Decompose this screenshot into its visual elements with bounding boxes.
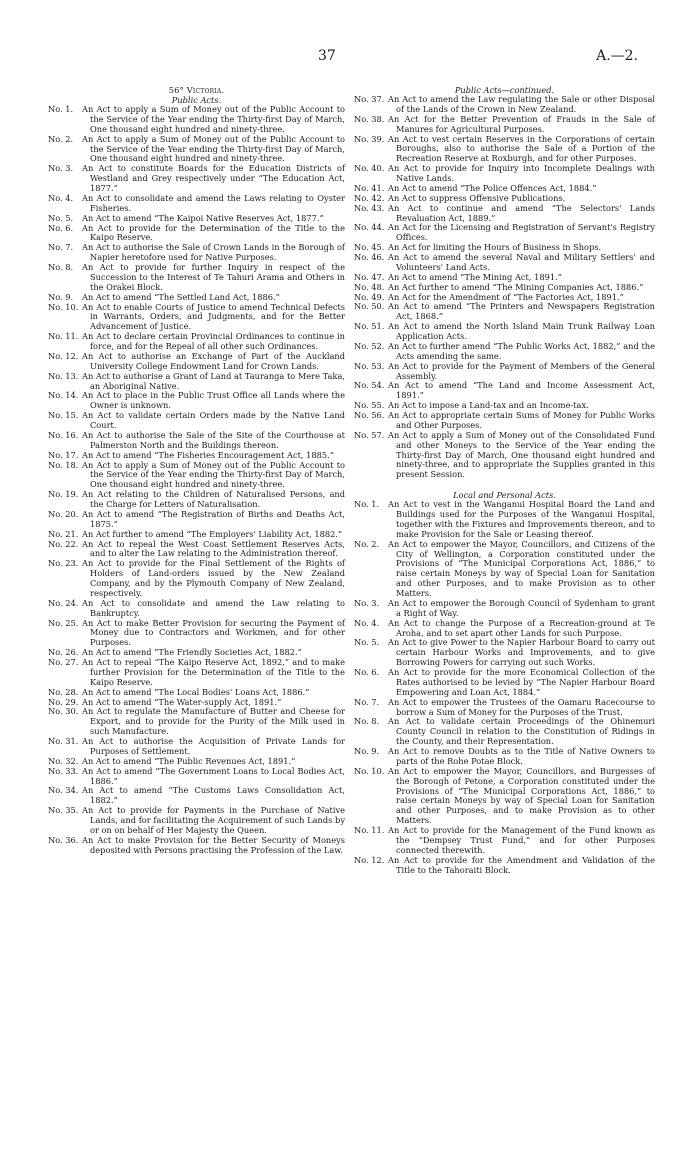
act-number: No. 57. (354, 429, 385, 440)
act-number: No. 21. (48, 528, 79, 539)
public-act-item (48, 540, 345, 560)
local-act-item (354, 540, 655, 599)
act-number: No. 22. (48, 538, 79, 549)
act-title: An Act to make Provision for the Better Security of Moneys deposited with Persons practising the Profession of the Law. (82, 834, 345, 855)
public-act-item (48, 767, 345, 787)
act-title: An Act to validate certain Proceedings of the Ohinemuri County Council in relation to the Constitution of Ridings in the County, and their Representation. (388, 716, 655, 747)
act-title: An Act to apply a Sum of Money out of the Public Account to the Service of the Year ending the Thirty-first Day of March, One thousand eight hundred and ninety-three. (82, 459, 345, 490)
public-acts-continued-title: Public Acts—continued. (454, 85, 555, 95)
act-title: An Act to amend “The Friendly Societies Act, 1882.” (82, 647, 302, 658)
public-act-item (48, 559, 345, 599)
public-act-item (354, 381, 655, 401)
act-title: An Act to empower the Trustees of the Oamaru Racecourse to borrow a Sum of Money for the Purposes of the Trust. (388, 696, 655, 717)
act-title: An Act to consolidate and amend the Laws relating to Oyster Fisheries. (82, 192, 345, 213)
local-act-item (354, 826, 655, 856)
local-acts-list (354, 500, 655, 875)
act-number: No. 25. (48, 617, 79, 628)
local-act-item (354, 668, 655, 698)
act-number: No. 28. (48, 686, 79, 697)
act-title: An Act to amend “The Registration of Births and Deaths Act, 1875.” (82, 508, 345, 529)
act-number: No. 5. (48, 212, 74, 223)
act-number: No. 11. (48, 331, 79, 342)
act-title: An Act to provide for Inquiry into Incomplete Dealings with Native Lands. (388, 163, 655, 183)
act-number: No. 6. (48, 222, 74, 233)
act-title: An Act to empower the Mayor, Councillors, and Burgesses of the Borough of Petone, a Corporation constituted under the Provisions of “The Municipal Corporations Act, 1886,” to raise certain Moneys by way of Special Loan for Sanitation and other Purposes, and to make Provision as to other Matters. (388, 765, 655, 826)
public-act-item (48, 737, 345, 757)
act-title: An Act to repeal the West Coast Settlement Reserves Acts, and to alter the Law relating to the Administration thereof. (82, 538, 345, 559)
act-number: No. 13. (48, 370, 79, 381)
act-number: No. 10. (48, 301, 79, 312)
act-number: No. 12. (48, 350, 79, 361)
act-title: An Act to authorise the Acquisition of Private Lands for Purposes of Settlement. (82, 736, 345, 756)
act-number: No. 44. (354, 222, 385, 233)
act-title: An Act to amend “The Settled Land Act, 1886.” (82, 291, 280, 302)
act-title: An Act to amend “The Customs Laws Consolidation Act, 1882.” (82, 785, 345, 806)
act-title: An Act to provide for further Inquiry in respect of the Succession to the Interest of Te Tahuri Arama and Others in the Orakei Block. (82, 262, 345, 292)
act-number: No. 5. (354, 637, 380, 648)
act-number: No. 16. (48, 429, 79, 440)
local-act-item (354, 619, 655, 639)
public-act-item (48, 786, 345, 806)
act-number: No. 50. (354, 301, 385, 312)
act-number: No. 2. (354, 538, 380, 549)
act-title: An Act for the Licensing and Registration of Servant's Registry Offices. (388, 222, 655, 243)
act-number: No. 54. (354, 380, 385, 391)
act-number: No. 37. (354, 94, 385, 104)
local-act-item (354, 599, 655, 619)
public-acts-list (48, 105, 345, 856)
act-number: No. 32. (48, 755, 79, 766)
public-act-item (48, 707, 345, 737)
public-act-item (48, 599, 345, 619)
act-title: An Act to amend “The Public Revenues Act, 1891.” (82, 755, 296, 766)
public-act-item (48, 391, 345, 411)
act-title: An Act to amend the North Island Main Trunk Railway Loan Application Acts. (388, 321, 655, 341)
act-title: An Act to provide for the Amendment and Validation of the Title to the Tahoraiti Block. (388, 854, 655, 875)
right-column (354, 85, 655, 875)
act-number: No. 30. (48, 706, 79, 717)
act-number: No. 49. (354, 291, 385, 302)
local-act-item (354, 500, 655, 540)
act-number: No. 53. (354, 360, 385, 371)
public-act-item (48, 164, 345, 194)
act-title: An Act to authorise the Sale of the Site of the Courthouse at Palmerston North and the Buildings thereon. (82, 429, 345, 450)
act-number: No. 24. (48, 597, 79, 608)
public-act-item (48, 243, 345, 263)
act-title: An Act to apply a Sum of Money out of the Public Account to the Service of the Year ending the Thirty-first Day of March, One thousand eight hundred and ninety-three. (82, 133, 345, 164)
act-title: An Act to validate certain Orders made by the Native Land Court. (82, 410, 345, 430)
act-number: No. 38. (354, 113, 385, 124)
public-act-item (354, 223, 655, 243)
act-title: An Act to provide for the more Economical Collection of the Rates authorised to be levied by “The Napier Harbour Board Empowering and Loan Act, 1884.” (388, 667, 655, 697)
act-title: An Act to provide for the Management of the Fund known as the “Dempsey Trust Fund,” and for other Purposes connected therewith. (388, 825, 655, 855)
public-act-item (48, 372, 345, 392)
act-number: No. 14. (48, 390, 79, 401)
act-number: No. 48. (354, 281, 385, 292)
local-act-item (354, 698, 655, 718)
public-act-item (48, 510, 345, 530)
act-number: No. 55. (354, 400, 385, 411)
act-title: An Act to amend “The Mining Act, 1891.” (388, 271, 562, 282)
session-heading: 56° Victoria. (168, 85, 225, 95)
act-title: An Act to give Power to the Napier Harbour Board to carry out certain Harbour Works and Improvements, and to give Borrowing Powers for carrying out such Works. (388, 637, 655, 668)
act-number: No. 10. (354, 765, 385, 776)
act-number: No. 31. (48, 736, 79, 746)
act-title: An Act to enable Courts of Justice to amend Technical Defects in Warrants, Orders, and Judgments, and for the Better Advancement of Justice. (82, 301, 345, 332)
act-number: No. 26. (48, 647, 79, 658)
page-number: 37 (318, 48, 336, 64)
act-number: No. 12. (354, 854, 385, 865)
act-number: No. 2. (48, 133, 74, 144)
public-act-item (48, 105, 345, 135)
act-number: No. 45. (354, 242, 385, 253)
public-act-item (48, 619, 345, 649)
act-number: No. 40. (354, 163, 385, 174)
act-title: An Act further to amend “The Mining Companies Act, 1886.” (388, 281, 644, 292)
act-title: An Act relating to the Children of Naturalised Persons, and the Charge for Letters of Naturalisation. (82, 489, 345, 509)
act-number: No. 4. (354, 617, 380, 628)
act-number: No. 33. (48, 765, 79, 776)
public-act-item (354, 322, 655, 342)
act-number: No. 19. (48, 489, 79, 500)
page-header (0, 48, 700, 68)
act-number: No. 7. (354, 696, 380, 707)
act-number: No. 3. (354, 597, 380, 608)
public-act-item (354, 95, 655, 115)
act-number: No. 3. (48, 163, 74, 174)
act-number: No. 23. (48, 558, 79, 569)
act-title: An Act to further amend “The Public Works Act, 1882,” and the Acts amending the same. (388, 340, 655, 361)
act-number: No. 34. (48, 785, 79, 796)
act-title: An Act to declare certain Provincial Ordinances to continue in force, and for the Repeal of all other such Ordinances. (82, 331, 345, 351)
act-title: An Act for the Amendment of “The Factories Act, 1891.” (388, 291, 624, 302)
act-number: No. 9. (354, 746, 380, 756)
act-title: An Act to suppress Offensive Publications. (388, 192, 566, 203)
act-title: An Act to appropriate certain Sums of Money for Public Works and Other Purposes. (388, 410, 655, 430)
act-number: No. 8. (48, 262, 74, 272)
act-title: An Act to provide for Payments in the Purchase of Native Lands, and for facilitating the Acquirement of such Lands by or on on behalf of Her Majesty the Queen. (82, 805, 345, 835)
document-reference: A.—2. (596, 48, 638, 64)
act-number: No. 11. (354, 825, 385, 835)
act-title: An Act for limiting the Hours of Business in Shops. (388, 242, 602, 253)
act-number: No. 20. (48, 508, 79, 519)
act-title: An Act to regulate the Manufacture of Butter and Cheese for Export, and to provide for the Purity of the Milk used in such Manufacture. (82, 706, 345, 737)
public-acts-title: Public Acts. (171, 95, 222, 105)
act-number: No. 15. (48, 410, 79, 421)
act-number: No. 56. (354, 410, 385, 420)
act-number: No. 51. (354, 321, 385, 332)
act-number: No. 41. (354, 182, 385, 193)
act-number: No. 42. (354, 192, 385, 203)
act-number: No. 29. (48, 696, 79, 707)
section-spacer (354, 480, 655, 490)
act-number: No. 46. (354, 252, 385, 262)
public-act-item (48, 194, 345, 214)
act-number: No. 52. (354, 340, 385, 351)
act-number: No. 35. (48, 805, 79, 816)
public-act-item (48, 490, 345, 510)
act-title: An Act to apply a Sum of Money out of the Consolidated Fund and other Moneys to the Service of the Year ending the Thirty-first Day of March, One thousand eight hundred and ninety-three, and to appropriate the Supplies granted in this present Session. (388, 429, 655, 480)
local-acts-title: Local and Personal Acts. (453, 490, 556, 501)
act-number: No. 43. (354, 202, 385, 213)
public-act-item (48, 431, 345, 451)
public-act-item (354, 253, 655, 273)
act-title: An Act to vest in the Wanganui Hospital Board the Land and Buildings used for the Purposes of the Wanganui Hospital, together with the Fixtures and Improvements thereon, and to make Provision for the Sale or Leasing thereof. (388, 499, 655, 539)
act-title: An Act to authorise a Grant of Land at Tauranga to Mere Taka, an Aboriginal Native. (82, 370, 345, 391)
public-act-item (354, 115, 655, 135)
act-title: An Act to continue and amend “The Selectors' Lands Revaluation Act, 1889.” (388, 202, 655, 223)
public-act-item (354, 362, 655, 382)
act-title: An Act to amend “The Fisheries Encouragement Act, 1885.” (82, 449, 334, 460)
public-act-item (354, 164, 655, 184)
act-title: An Act to authorise an Exchange of Part of the Auckland University College Endowment Land for Crown Lands. (82, 350, 345, 371)
local-act-item (354, 717, 655, 747)
act-title: An Act to amend “The Government Loans to Local Bodies Act, 1886.” (82, 765, 345, 786)
act-title: An Act further to amend “The Employers' Liability Act, 1882.” (82, 528, 343, 539)
act-number: No. 7. (48, 242, 74, 253)
act-title: An Act to change the Purpose of a Recreation-ground at Te Aroha, and to set apart other Lands for such Purpose. (388, 617, 655, 638)
act-title: An Act for the Better Prevention of Frauds in the Sale of Manures for Agricultural Purposes. (388, 113, 655, 134)
public-act-item (48, 836, 345, 856)
act-number: No. 39. (354, 133, 385, 144)
act-title: An Act to provide for the Final Settlement of the Rights of Holders of Land-orders issued by the New Zealand Company, and by the Plymouth Company of New Zealand, respectively. (82, 558, 345, 598)
public-act-item (48, 224, 345, 244)
act-number: No. 1. (354, 499, 380, 510)
public-acts-continued-list (354, 95, 655, 480)
act-number: No. 36. (48, 834, 79, 845)
act-number: No. 6. (354, 667, 380, 677)
act-title: An Act to repeal “The Kaipo Reserve Act, 1892,” and to make further Provision for the Determination of the Title to the Kaipo Reserve. (82, 657, 345, 687)
act-title: An Act to empower the Mayor, Councillors, and Citizens of the City of Wellington, a Corporation constituted under the Provisions of “The Municipal Corporations Act, 1886,” to raise certain Moneys by way of Special Loan for Sanitation and other Purposes, and to make Provision as to other Matters. (388, 538, 655, 598)
act-number: No. 9. (48, 291, 74, 302)
local-act-item (354, 638, 655, 668)
public-act-item (48, 135, 345, 165)
public-act-item (48, 332, 345, 352)
public-act-item (48, 461, 345, 491)
local-act-item (354, 767, 655, 826)
public-act-item (354, 411, 655, 431)
act-title: An Act to empower the Borough Council of Sydenham to grant a Right of Way. (388, 597, 655, 618)
act-title: An Act to impose a Land-tax and an Income-tax. (388, 400, 589, 411)
public-act-item (354, 204, 655, 224)
act-title: An Act to amend the several Naval and Military Settlers' and Volunteers' Land Acts. (388, 252, 655, 272)
act-title: An Act to provide for the Payment of Members of the General Assembly. (388, 360, 655, 381)
public-act-item (48, 263, 345, 293)
act-title: An Act to apply a Sum of Money out of the Public Account to the Service of the Year ending the Thirty-first Day of March, One thousand eight hundred and ninety-three. (82, 104, 345, 134)
public-act-item (354, 431, 655, 480)
act-title: An Act to amend “The Water-supply Act, 1891.” (82, 696, 282, 707)
act-title: An Act to amend “The Kaipoi Native Reserves Act, 1877.” (82, 212, 324, 223)
act-title: An Act to amend “The Local Bodies' Loans Act, 1886.” (82, 686, 310, 697)
act-number: No. 47. (354, 271, 385, 282)
act-title: An Act to vest certain Reserves in the Corporations of certain Boroughs, also to authorise the Sale of a Portion of the Recreation Reserve at Roxburgh, and for other Purposes. (388, 133, 655, 164)
act-title: An Act to amend “The Printers and Newspapers Registration Act, 1868.” (388, 301, 655, 322)
public-act-item (48, 658, 345, 688)
public-act-item (48, 352, 345, 372)
left-column (48, 85, 345, 856)
public-act-item (48, 303, 345, 333)
act-number: No. 27. (48, 657, 79, 667)
act-number: No. 1. (48, 104, 74, 114)
act-title: An Act to make Better Provision for securing the Payment of Money due to Contractors and Workmen, and for other Purposes. (82, 617, 345, 648)
act-title: An Act to authorise the Sale of Crown Lands in the Borough of Napier heretofore used for Native Purposes. (82, 242, 345, 263)
act-title: An Act to remove Doubts as to the Title of Native Owners to parts of the Rohe Potae Block. (388, 746, 655, 766)
public-act-item (48, 806, 345, 836)
local-act-item (354, 856, 655, 876)
act-number: No. 4. (48, 192, 74, 203)
act-title: An Act to provide for the Determination of the Title to the Kaipo Reserve. (82, 222, 345, 243)
act-number: No. 18. (48, 459, 79, 470)
act-title: An Act to amend the Law regulating the Sale or other Disposal of the Lands of the Crown in New Zealand. (388, 94, 655, 114)
local-act-item (354, 747, 655, 767)
public-act-item (354, 342, 655, 362)
public-act-item (354, 135, 655, 165)
act-title: An Act to amend “The Land and Income Assessment Act, 1891.” (388, 380, 655, 401)
act-title: An Act to consolidate and amend the Law relating to Bankruptcy. (82, 597, 345, 618)
act-title: An Act to place in the Public Trust Office all Lands where the Owner is unknown. (82, 390, 345, 411)
act-title: An Act to amend “The Police Offences Act, 1884.” (388, 182, 597, 193)
act-number: No. 17. (48, 449, 79, 460)
act-title: An Act to constitute Boards for the Education Districts of Westland and Grey respectively under “The Education Act, 1877.” (82, 163, 345, 193)
public-act-item (354, 302, 655, 322)
act-number: No. 8. (354, 716, 380, 727)
public-act-item (48, 411, 345, 431)
